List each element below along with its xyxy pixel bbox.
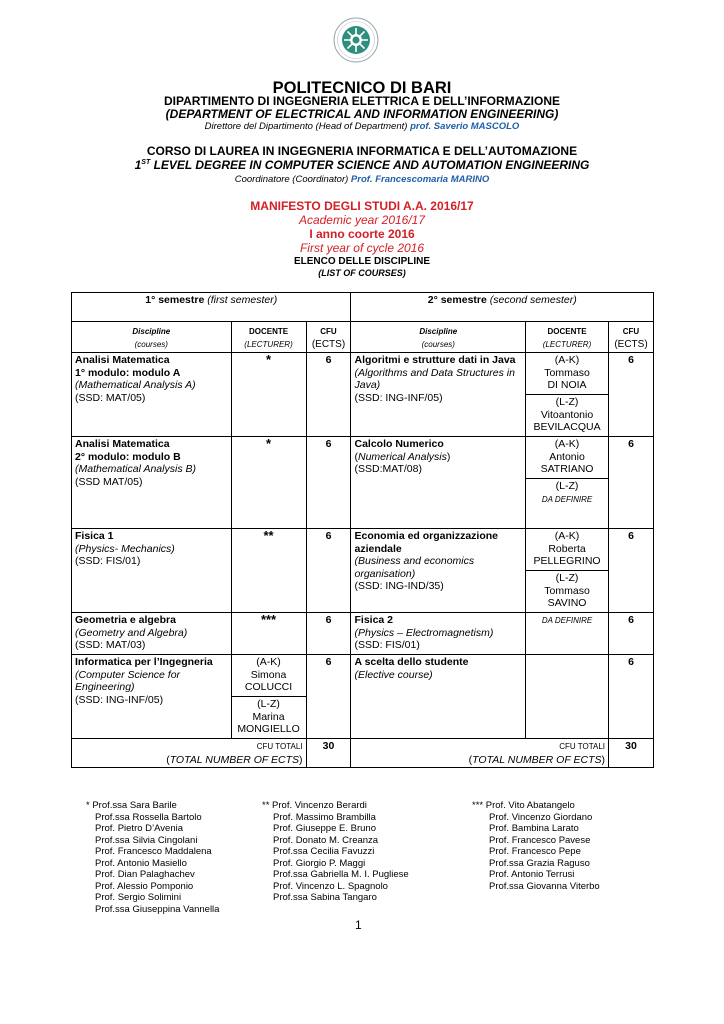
footnote-item: Prof. Dian Palaghachev xyxy=(95,869,195,880)
lecturer-cell: ** xyxy=(231,529,306,613)
manifesto-title: MANIFESTO DEGLI STUDI A.A. 2016/17 xyxy=(250,199,474,213)
course-name: CORSO DI LAUREA IN INGEGNERIA INFORMATICA E DELL’AUTOMAZIONE xyxy=(146,144,578,158)
footnote-item: Prof. Massimo Brambilla xyxy=(273,811,376,823)
course-cell: A scelta dello studente (Elective course) xyxy=(351,655,526,739)
footnote-col-3 xyxy=(472,800,600,892)
footnote-item: Prof. Francesco Pepe xyxy=(489,846,581,857)
footnote-item: Prof. Donato M. Creanza xyxy=(273,834,379,846)
footnote-item: Prof.ssa Sabina Tangaro xyxy=(273,892,377,903)
lecturer-cell: (L-Z) Marina MONGIELLO xyxy=(231,697,306,739)
footnote-item: *** Prof. Vito Abatangelo xyxy=(472,800,575,811)
lecturer-cell: (A-K) Roberta PELLEGRINO xyxy=(526,529,609,571)
cfu-cell: 6 xyxy=(609,655,654,739)
course-cell: Informatica per l’Ingegneria (Computer Science for Engineering) (SSD: ING-INF/05) xyxy=(72,655,232,739)
list-title-en: (LIST OF COURSES) xyxy=(318,268,406,278)
footnote-item: Prof.ssa Cecilia Favuzzi xyxy=(273,846,375,857)
semester-1-header: 1° semestre (first semester) xyxy=(72,293,351,322)
footnote-item: Prof. Alessio Pomponio xyxy=(95,880,194,892)
courses-table xyxy=(71,292,654,768)
footnote-item: Prof. Vincenzo L. Spagnolo xyxy=(273,880,388,892)
lecturer-cell: * xyxy=(231,437,306,529)
footnote-col-2 xyxy=(262,800,409,904)
cfu-cell: 6 xyxy=(609,529,654,613)
course-cell: Economia ed organizzazione aziendale (Business and economics organisation) (SSD: ING-IND/35) xyxy=(351,529,526,613)
lecturer-cell: (L-Z) Vitoantonio BEVILACQUA xyxy=(526,395,609,437)
page-number: 1 xyxy=(355,918,362,932)
list-title: ELENCO DELLE DISCIPLINE xyxy=(293,256,431,267)
course-name-en: 1ST LEVEL DEGREE IN COMPUTER SCIENCE AND AUTOMATION ENGINEERING xyxy=(134,158,590,172)
footnote-col-1 xyxy=(86,800,219,915)
footnote-item: Prof.ssa Grazia Raguso xyxy=(489,857,590,869)
cfu-cell: 6 xyxy=(609,437,654,529)
footnote-item: Prof. Antonio Terrusi xyxy=(489,869,575,880)
course-cell: Algoritmi e strutture dati in Java (Algorithms and Data Structures in Java) (SSD: ING-INF/05) xyxy=(351,353,526,437)
col-cfu: CFU (ECTS) xyxy=(306,322,351,353)
col-cfu: CFU (ECTS) xyxy=(609,322,654,353)
cfu-cell: 6 xyxy=(306,655,351,739)
footnote-item: Prof. Bambina Larato xyxy=(489,823,579,834)
total-label: CFU TOTALI (TOTAL NUMBER OF ECTS) xyxy=(351,739,609,768)
semester-header-row xyxy=(72,293,654,322)
footnote-item: Prof.ssa Rossella Bartolo xyxy=(95,811,202,823)
department-name-en: (DEPARTMENT OF ELECTRICAL AND INFORMATION ENGINEERING) xyxy=(165,107,559,121)
cfu-cell: 6 xyxy=(609,353,654,437)
totals-row xyxy=(72,739,654,768)
table-row xyxy=(72,437,654,479)
lecturer-cell: (A-K) Simona COLUCCI xyxy=(231,655,306,697)
semester-2-header: 2° semestre (second semester) xyxy=(351,293,654,322)
cfu-cell: 6 xyxy=(306,613,351,655)
course-cell: Analisi Matematica 2° modulo: modulo B (Mathematical Analysis B) (SSD MAT/05) xyxy=(72,437,232,529)
course-cell: Analisi Matematica 1° modulo: modulo A (Mathematical Analysis A) (SSD: MAT/05) xyxy=(72,353,232,437)
lecturer-cell: *** xyxy=(231,613,306,655)
cfu-cell: 6 xyxy=(306,437,351,529)
footnote-item: Prof.ssa Giuseppina Vannella xyxy=(95,903,220,915)
footnote-item: Prof.ssa Silvia Cingolani xyxy=(95,834,198,846)
course-coordinator: Coordinatore (Coordinator) Prof. Francescomaria MARINO xyxy=(234,174,490,185)
university-name: POLITECNICO DI BARI xyxy=(272,79,452,97)
table-row xyxy=(72,655,654,697)
table-row xyxy=(72,613,654,655)
lecturer-cell: (L-Z) Tommaso SAVINO xyxy=(526,571,609,613)
cfu-cell: 6 xyxy=(306,353,351,437)
course-cell: Geometria e algebra (Geometry and Algebra) (SSD: MAT/03) xyxy=(72,613,232,655)
lecturer-cell xyxy=(526,655,609,739)
lecturer-cell: (L-Z) DA DEFINIRE xyxy=(526,479,609,529)
footnote-item: ** Prof. Vincenzo Berardi xyxy=(262,800,367,811)
footnote-item: Prof. Pietro D’Avenia xyxy=(95,823,184,834)
cfu-cell: 6 xyxy=(306,529,351,613)
lecturer-cell: (A-K) Tommaso DI NOIA xyxy=(526,353,609,395)
footnote-item: Prof. Giorgio P. Maggi xyxy=(273,857,366,869)
footnote-item: Prof. Antonio Masiello xyxy=(95,857,187,869)
academic-year: Academic year 2016/17 xyxy=(298,213,426,227)
department-name: DIPARTIMENTO DI INGEGNERIA ELETTRICA E DELL’INFORMAZIONE xyxy=(163,94,560,108)
col-docente: DOCENTE (LECTURER) xyxy=(526,322,609,353)
course-cell: Fisica 2 (Physics – Electromagnetism) (SSD: FIS/01) xyxy=(351,613,526,655)
cohort: I anno coorte 2016 xyxy=(309,227,415,241)
total-label: CFU TOTALI (TOTAL NUMBER OF ECTS) xyxy=(72,739,307,768)
footnote-item: Prof. Francesco Pavese xyxy=(489,834,591,846)
col-discipline: Discipline (courses) xyxy=(72,322,232,353)
footnote-item: Prof. Giuseppe E. Bruno xyxy=(273,823,376,834)
course-cell: Calcolo Numerico (Numerical Analysis) (SSD:MAT/08) xyxy=(351,437,526,529)
footnote-item: Prof. Vincenzo Giordano xyxy=(489,811,593,823)
footnote-item: Prof.ssa Giovanna Viterbo xyxy=(489,880,600,892)
total-cfu-s2: 30 xyxy=(609,739,654,768)
cohort-en: First year of cycle 2016 xyxy=(299,241,425,255)
cfu-cell: 6 xyxy=(609,613,654,655)
col-discipline: Discipline (courses) xyxy=(351,322,526,353)
total-cfu-s1: 30 xyxy=(306,739,351,768)
footnote-item: Prof. Francesco Maddalena xyxy=(95,846,212,857)
column-header-row xyxy=(72,322,654,353)
department-director: Direttore del Dipartimento (Head of Department) prof. Saverio MASCOLO xyxy=(204,121,520,132)
course-cell: Fisica 1 (Physics- Mechanics) (SSD: FIS/01) xyxy=(72,529,232,613)
university-seal-logo xyxy=(333,17,379,63)
footnote-item: Prof. Sergio Solimini xyxy=(95,892,182,903)
lecturer-cell: DA DEFINIRE xyxy=(526,613,609,655)
footnote-item: Prof.ssa Gabriella M. I. Pugliese xyxy=(273,869,409,880)
lecturer-cell: (A-K) Antonio SATRIANO xyxy=(526,437,609,479)
col-docente: DOCENTE (LECTURER) xyxy=(231,322,306,353)
table-row xyxy=(72,529,654,571)
table-row xyxy=(72,353,654,395)
lecturer-cell: * xyxy=(231,353,306,437)
footnote-item: * Prof.ssa Sara Barile xyxy=(86,800,177,811)
